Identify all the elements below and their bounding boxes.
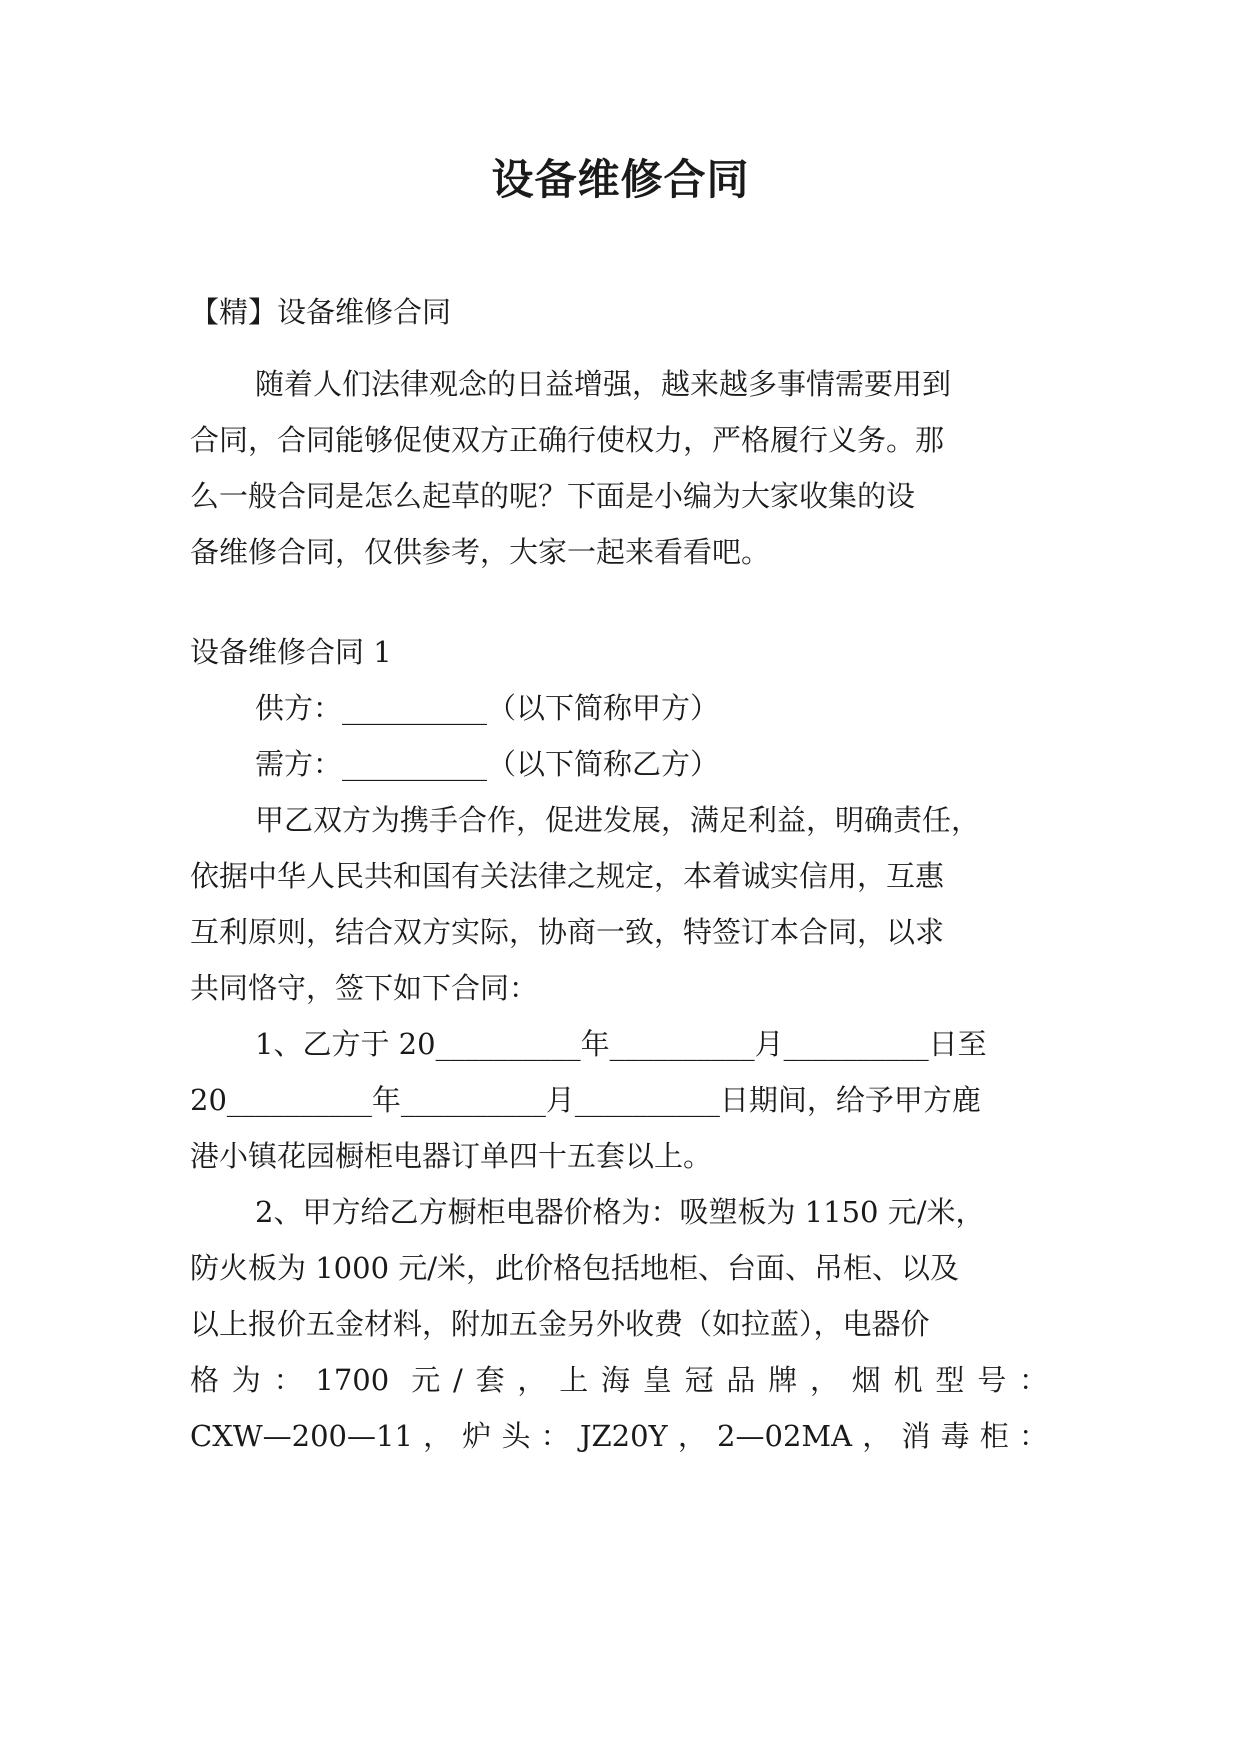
clause2-line: 2、甲方给乙方橱柜电器价格为：吸塑板为 1150 元/米， <box>255 1195 985 1229</box>
clause2-line: CXW—200—11，炉头：JZ20Y，2—02MA，消毒柜： <box>190 1419 1048 1453</box>
intro-line: 合同，合同能够促使双方正确行使权力，严格履行义务。那 <box>190 423 945 457</box>
clause1-line: 20__________年__________月__________日期间，给予甲方鹿 <box>190 1083 981 1117</box>
document-title: 设备维修合同 <box>491 155 750 204</box>
intro-line: 备维修合同，仅供参考，大家一起来看看吧。 <box>190 535 771 569</box>
intro-line: 么一般合同是怎么起草的呢？下面是小编为大家收集的设 <box>190 479 916 513</box>
preamble-line: 互利原则，结合双方实际，协商一致，特签订本合同，以求 <box>190 915 945 949</box>
buyer-line: 需方：__________（以下简称乙方） <box>255 747 720 781</box>
preamble-line: 共同恪守，签下如下合同： <box>190 971 539 1005</box>
section-heading: 设备维修合同 1 <box>190 635 392 669</box>
preamble-line: 依据中华人民共和国有关法律之规定，本着诚实信用，互惠 <box>190 859 945 893</box>
clause2-line: 以上报价五金材料，附加五金另外收费（如拉蓝），电器价 <box>190 1307 930 1341</box>
intro-line: 随着人们法律观念的日益增强，越来越多事情需要用到 <box>255 367 952 401</box>
document-subtitle: 【精】设备维修合同 <box>190 295 452 329</box>
preamble-line: 甲乙双方为携手合作，促进发展，满足利益，明确责任， <box>255 803 981 837</box>
clause2-line: 格为：1700 元/套，上海皇冠品牌，烟机型号： <box>190 1363 1048 1397</box>
clause1-line: 1、乙方于 20__________年__________月__________日至 <box>255 1027 987 1061</box>
clause2-line: 防火板为 1000 元/米，此价格包括地柜、台面、吊柜、以及 <box>190 1251 960 1285</box>
supplier-line: 供方：__________（以下简称甲方） <box>255 691 720 725</box>
clause1-line: 港小镇花园橱柜电器订单四十五套以上。 <box>190 1139 713 1173</box>
